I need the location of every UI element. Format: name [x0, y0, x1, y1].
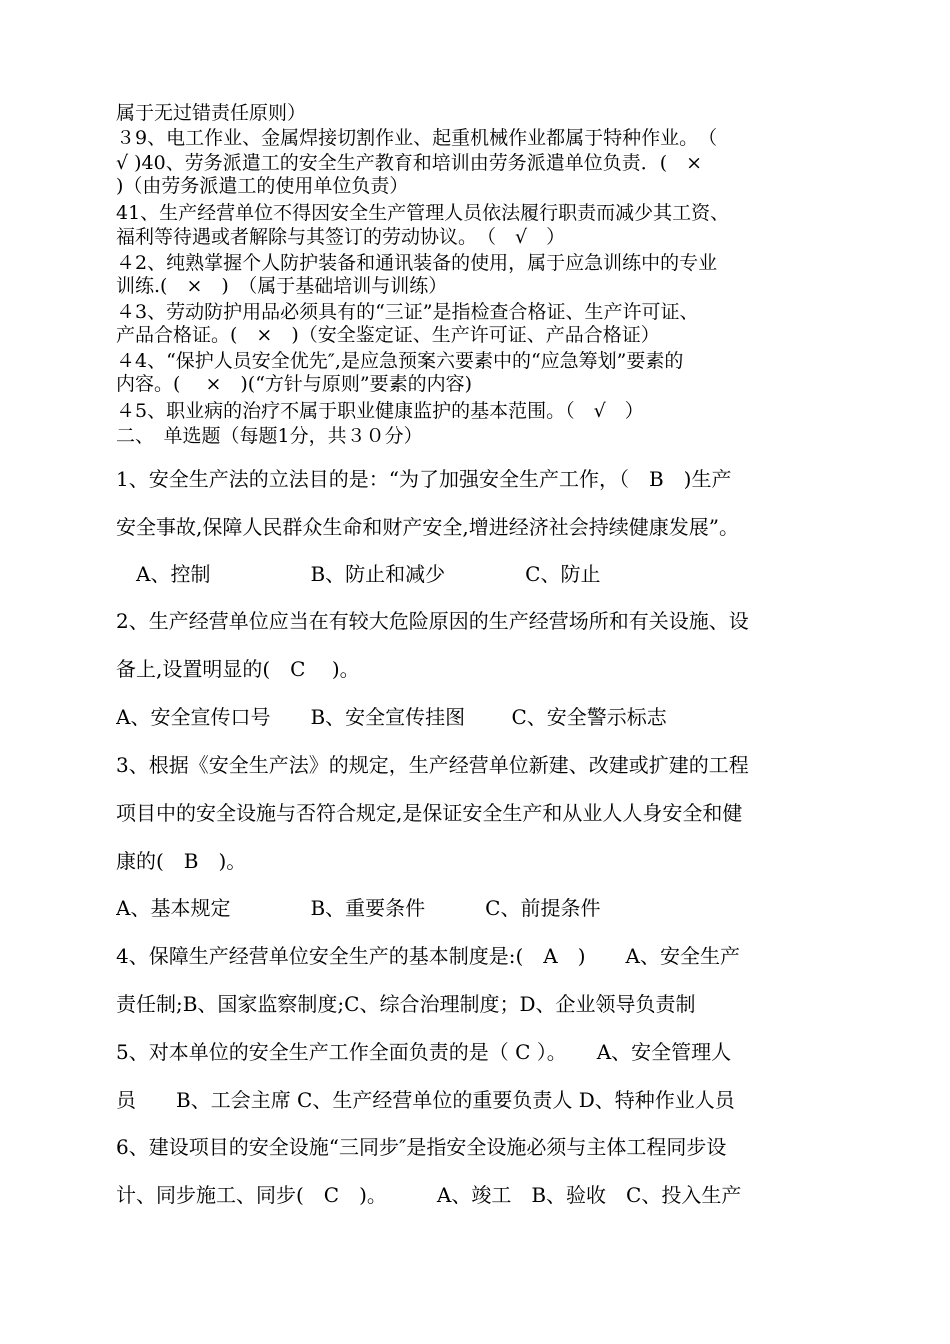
- question-line: 4、保障生产经营单位安全生产的基本制度是:( A ) A、安全生产: [116, 944, 740, 968]
- section-title: 二、 单选题（每题1分，共３０分）: [116, 425, 423, 447]
- question-line: 2、生产经营单位应当在有较大危险原因的生产经营场所和有关设施、设: [116, 609, 749, 633]
- text-line: 内容。( × )(“方针与原则”要素的内容): [116, 373, 473, 395]
- text-line: 训练.( × ) （属于基础培训与训练）: [116, 275, 448, 297]
- option-line: A、基本规定 B、重要条件 C、前提条件: [116, 896, 601, 920]
- text-line: ４4、“保护人员安全优先″,是应急预案六要素中的“应急筹划”要素的: [116, 350, 684, 372]
- question-line: 1、安全生产法的立法目的是：“为了加强安全生产工作，（ B )生产: [116, 467, 732, 491]
- option-line: A、安全宣传口号 B、安全宣传挂图 C、安全警示标志: [116, 705, 667, 729]
- question-line: 5、对本单位的安全生产工作全面负责的是（ C ）。 A、安全管理人: [116, 1040, 732, 1064]
- question-line: 3、根据《安全生产法》的规定，生产经营单位新建、改建或扩建的工程: [116, 753, 749, 777]
- text-line: 属于无过错责任原则）: [116, 102, 307, 124]
- option-line: A、控制 B、防止和减少 C、防止: [116, 562, 601, 586]
- text-line: 福利等待遇或者解除与其签订的劳动协议。 （ √ ）: [116, 226, 566, 248]
- text-line: √ )40、劳务派遣工的安全生产教育和培训由劳务派遣单位负责．( ×: [116, 152, 722, 174]
- question-line: 计、同步施工、同步( C )。 A、竣工 B、验收 C、投入生产: [116, 1183, 742, 1207]
- text-line: ４2、纯熟掌握个人防护装备和通讯装备的使用，属于应急训练中的专业: [116, 252, 718, 274]
- text-line: 产品合格证。( × )（安全鉴定证、生产许可证、产品合格证）: [116, 324, 660, 346]
- text-line: ３9、电工作业、金属焊接切割作业、起重机械作业都属于特种作业。 （: [116, 127, 718, 149]
- question-line: 安全事故,保障人民群众生命和财产安全,增进经济社会持续健康发展”。: [116, 515, 739, 539]
- question-line: 6、建设项目的安全设施“三同步″是指安全设施必须与主体工程同步设: [116, 1135, 727, 1159]
- question-line: 备上,设置明显的( C )。: [116, 657, 360, 681]
- question-line: 责任制;B、国家监察制度;C、综合治理制度；D、企业领导负责制: [116, 992, 696, 1016]
- text-line: 41、生产经营单位不得因安全生产管理人员依法履行职责而减少其工资、: [116, 202, 730, 224]
- text-line: )（由劳务派遣工的使用单位负责）: [116, 175, 409, 197]
- question-line: 员 B、工会主席 C、生产经营单位的重要负责人 D、特种作业人员: [116, 1088, 735, 1112]
- question-line: 康的( B )。: [116, 849, 247, 873]
- question-line: 项目中的安全设施与否符合规定,是保证安全生产和从业人人身安全和健: [116, 801, 743, 825]
- text-line: ４3、劳动防护用品必须具有的“三证”是指检查合格证、生产许可证、: [116, 301, 699, 323]
- text-line: ４5、职业病的治疗不属于职业健康监护的基本范围。（ √ ）: [116, 400, 644, 422]
